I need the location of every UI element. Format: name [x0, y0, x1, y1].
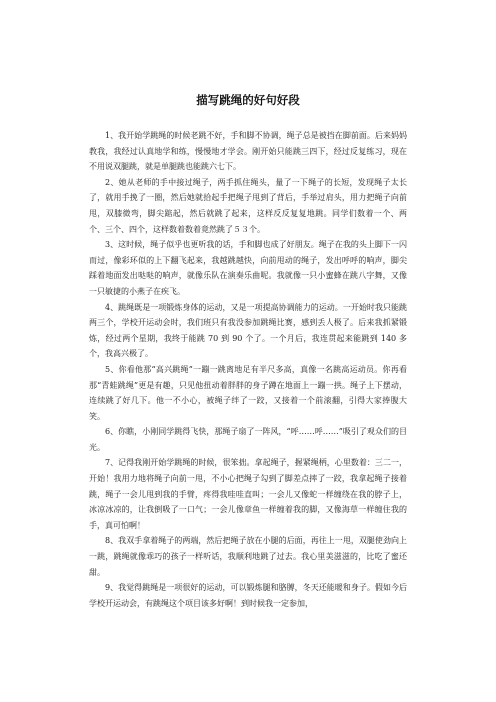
paragraph: 8、我双手拿着绳子的两端，然后把绳子放在小腿的后面，再往上一甩，双腿使劲向上一跳，跳绳就像乖巧的孩子一样听话，我顺利地跳了过去。我心里美滋滋的，比吃了蜜还甜。 — [89, 536, 407, 577]
paragraph: 5、你看他那“高兴跳绳”一蹦一跳离地足有半尺多高，真像一名跳高运动员。你再看那“青蛙跳绳”更是有趣，只见他扭动着胖胖的身子蹲在地面上一蹦一拱。绳子上下摆动，连续跳了好几下。他一不小心，被绳子绊了一跤，又接着一个前滚翻，引得大家捧腹大笑。 — [89, 364, 407, 421]
paragraph: 1、我开始学跳绳的时候老跳不好，手和脚不协调，绳子总是被挡在脚前面。后来妈妈教我，我经过认真地学和练，慢慢地才学会。刚开始只能跳三四下，经过反复练习，现在不用说双腿跳，就是单腿跳也能跳六七下。 — [89, 131, 407, 172]
paragraph: 3、这时候，绳子似乎也更听我的话，手和脚也成了好朋友。绳子在我的头上脚下一闪而过，像彩环似的上下翻飞起来，我越跳越快，向前甩动的绳子，发出呼呼的响声，脚尖踩着地面发出哒哒的响声，就像乐队在演奏乐曲呢。我就像一只小蜜蜂在跳八字舞，又像一只敏捷的小燕子在疾飞。 — [89, 240, 407, 296]
paragraph: 6、你瞧，小刚同学跳得飞快，那绳子扇了一阵风，“呼……呼……”吸引了观众们的目光。 — [89, 427, 407, 452]
paragraph: 9、我觉得跳绳是一项很好的运动，可以锻炼腿和胳膊，冬天还能暖和身子。假如今后学校开运动会，有跳绳这个项目该多好啊！到时候我一定参加， — [89, 583, 407, 608]
paragraph: 2、她从老师的手中接过绳子，两手抓住绳头，量了一下绳子的长短，发现绳子太长了，就用手挽了一圈，然后她就拾起手把绳子甩到了背后，手举过肩头，用力把绳子向前甩，双膝微弯，脚尖踮起，然后就跳了起来，这样反反复复地跳。同学们数着一个、两个、三个、四个，这样数着数着竟然跳了５３个。 — [89, 177, 407, 234]
paragraph: 4、跳绳既是一项锻炼身体的运动，又是一项提高协调能力的运动。一开始时我只能跳两三个，学校开运动会时，我们班只有我没参加跳绳比赛，感到丢人极了。后来我抓紧锻炼，经过两个星期，我终于能跳 70 到 90 个了。一个月后，我连贯起来能跳到 140 多个，我高兴极了。 — [89, 302, 407, 359]
document-body — [89, 128, 407, 611]
page-title: 描写跳绳的好句好段 — [196, 93, 300, 107]
paragraph: 7、记得我刚开始学跳绳的时候，很笨拙。拿起绳子，握紧绳柄，心里数着：三二一，开始！我用力地将绳子向前一甩，不小心把绳子勾到了脚差点摔了一跤，我拿起绳子接着跳，绳子一会儿甩到我的手臂，疼得我哇哇直叫；一会儿又像蛇一样缠绕在我的脖子上，冰凉冰凉的，让我倒吸了一口气；一会儿像章鱼一样缠着我的脚，又像海草一样缠住我的手，真可怕啊！ — [89, 458, 407, 530]
